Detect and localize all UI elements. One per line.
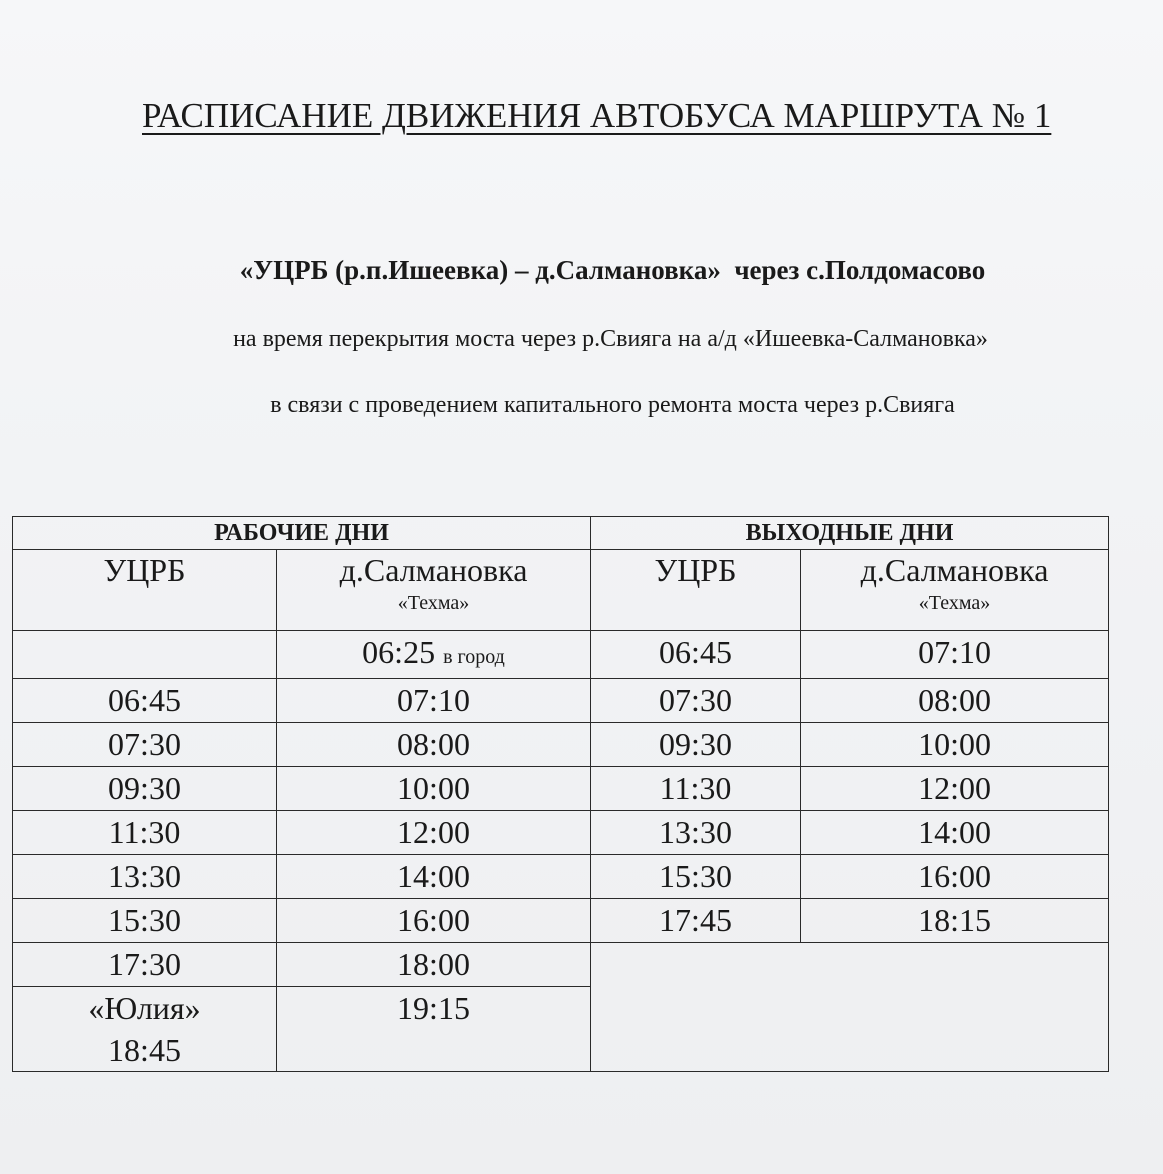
cell-time: 14:00 [277, 855, 591, 899]
cell-time: 09:30 [13, 767, 277, 811]
cell-time: 18:15 [801, 899, 1109, 943]
table-row [13, 943, 1109, 987]
cell-time: 19:15 [277, 987, 591, 1072]
col-header-salmanovka: д.Салмановка «Техма» [801, 550, 1109, 631]
weekdays-header: РАБОЧИЕ ДНИ [13, 517, 591, 550]
col-header-ucrb: УЦРБ [591, 550, 801, 631]
cell-time: 11:30 [591, 767, 801, 811]
cell-time: 17:45 [591, 899, 801, 943]
cell-time: 12:00 [277, 811, 591, 855]
cell-time: 11:30 [13, 811, 277, 855]
weekends-header: ВЫХОДНЫЕ ДНИ [591, 517, 1109, 550]
cell-time: 17:30 [13, 943, 277, 987]
page-title: РАСПИСАНИЕ ДВИЖЕНИЯ АВТОБУСА МАРШРУТА № 1 [142, 96, 1052, 135]
cell-time: 16:00 [277, 899, 591, 943]
cell-time: 16:00 [801, 855, 1109, 899]
cell-time: 08:00 [801, 679, 1109, 723]
cell-time: 13:30 [13, 855, 277, 899]
notice-line-2: в связи с проведением капитального ремонта моста через р.Свияга [270, 392, 955, 418]
cell-time: 10:00 [277, 767, 591, 811]
table-row [13, 679, 1109, 723]
cell-time: «Юлия» 18:45 [13, 987, 277, 1072]
route-name: «УЦРБ (р.п.Ишеевка) – д.Салмановка» через с.Полдомасово [239, 255, 986, 285]
cell-time: 06:45 [13, 679, 277, 723]
cell-time: 08:00 [277, 723, 591, 767]
table-row [13, 855, 1109, 899]
table-row [13, 767, 1109, 811]
cell-time: 12:00 [801, 767, 1109, 811]
table-row [13, 631, 1109, 679]
cell-time: 18:00 [277, 943, 591, 987]
cell-time: 15:30 [13, 899, 277, 943]
cell-time: 07:30 [13, 723, 277, 767]
cell-time: 06:25 в город [277, 631, 591, 679]
cell-time: 15:30 [591, 855, 801, 899]
cell-time: 14:00 [801, 811, 1109, 855]
cell-empty [13, 631, 277, 679]
cell-time: 13:30 [591, 811, 801, 855]
cell-time: 07:30 [591, 679, 801, 723]
schedule-table [12, 516, 1109, 1072]
cell-time: 09:30 [591, 723, 801, 767]
table-row [13, 811, 1109, 855]
col-header-salmanovka: д.Салмановка «Техма» [277, 550, 591, 631]
table-row [13, 899, 1109, 943]
cell-time: 07:10 [801, 631, 1109, 679]
cell-time: 07:10 [277, 679, 591, 723]
cell-time: 06:45 [591, 631, 801, 679]
cell-time: 10:00 [801, 723, 1109, 767]
notice-line-1: на время перекрытия моста через р.Свияга на а/д «Ишеевка-Салмановка» [233, 326, 988, 352]
cell-empty [591, 943, 1109, 1072]
col-header-ucrb: УЦРБ [13, 550, 277, 631]
table-row [13, 723, 1109, 767]
